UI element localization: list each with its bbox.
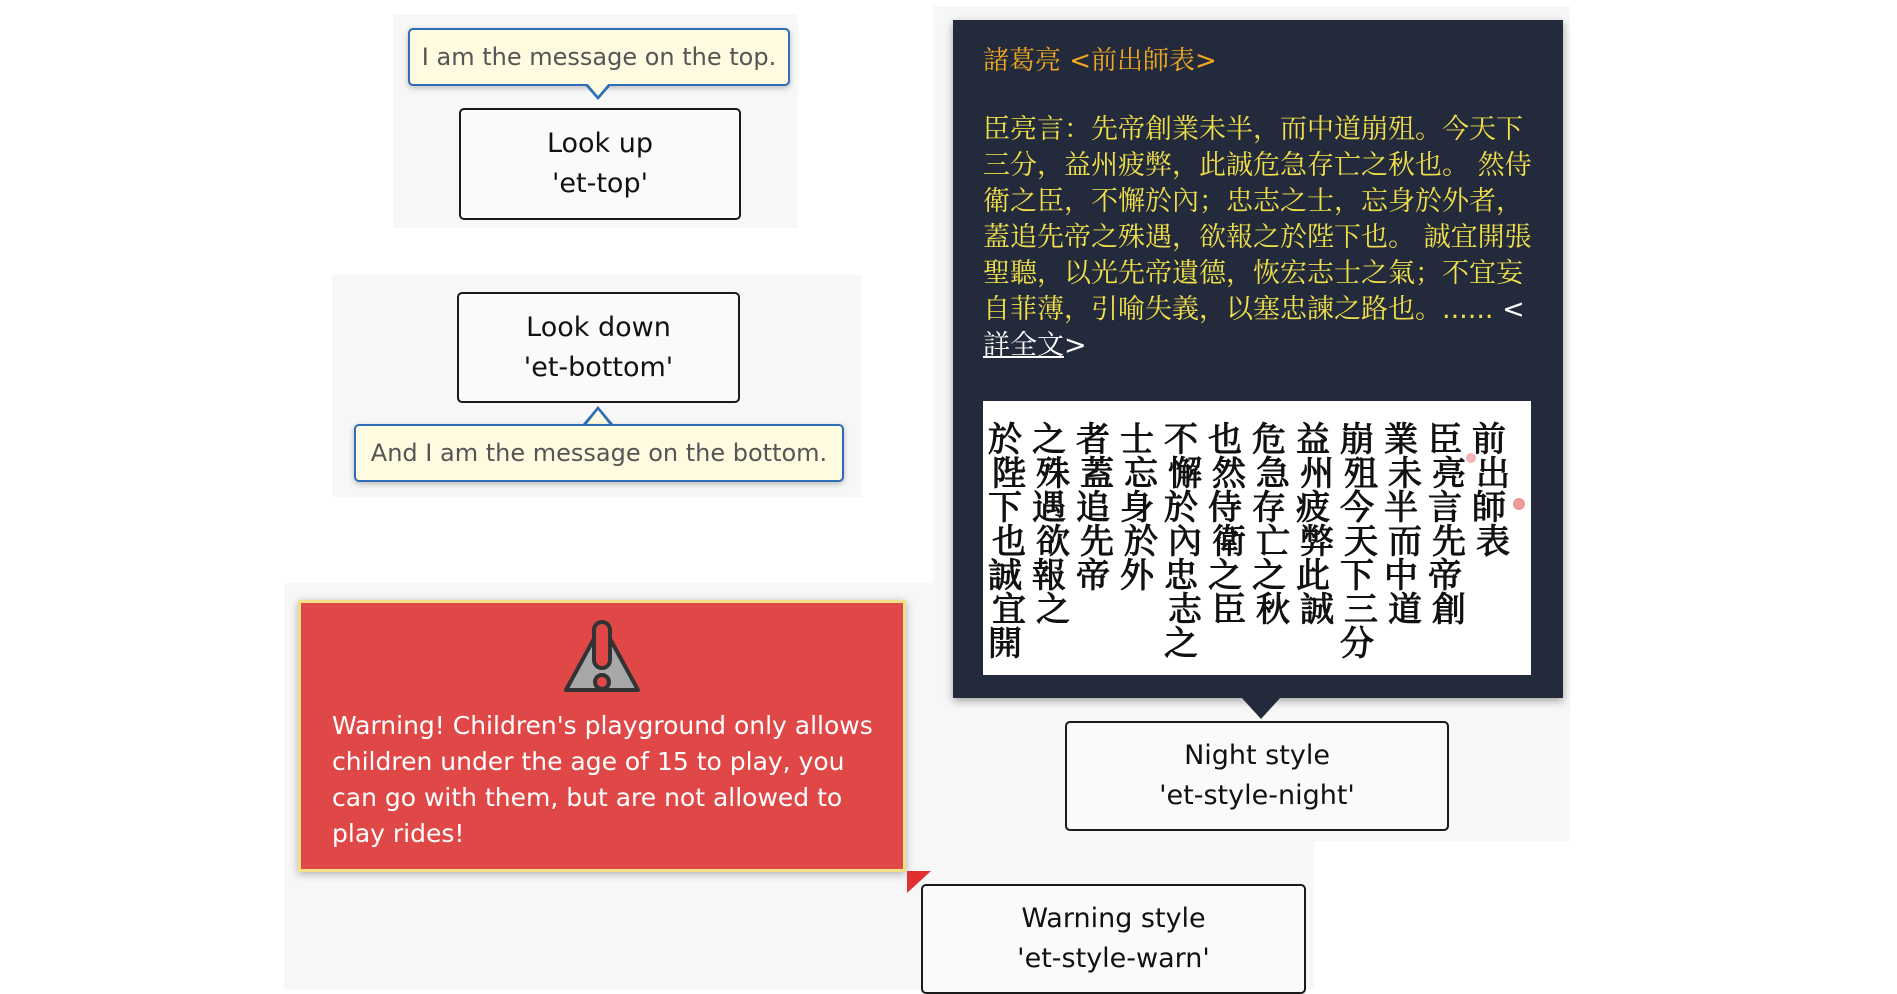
look-down-trigger[interactable] <box>457 292 740 403</box>
top-tooltip <box>408 28 790 86</box>
night-title: 諸葛亮 <前出師表> <box>983 46 1217 76</box>
look-down-label: Look down <box>526 311 671 343</box>
calligraphy-column: 崩殂今天下三分 <box>1340 420 1378 664</box>
night-body-text: 臣亮言：先帝創業未半，而中道崩殂。今天下三分，益州疲弊，此誠危急存亡之秋也。 然侍衛之臣，不懈於內；忠志之士，忘身於外者，蓋追先帝之殊遇，欲報之於陛下也。 誠宜開張聖聽，以光先帝遺德，恢宏志士之氣；不宜妄自菲薄，引喻失義，以塞忠諫之路也。...... <box>983 114 1532 325</box>
look-up-trigger[interactable] <box>459 108 741 220</box>
warning-text: Warning! Children's playground only allows children under the age of 15 to play, you can go with them, but are not allowed to play rides! <box>332 711 873 848</box>
look-up-class: 'et-top' <box>551 168 649 199</box>
calligraphy-column: 危急存亡之秋 <box>1252 420 1290 630</box>
top-tooltip-text: I am the message on the top. <box>421 43 777 71</box>
warning-style-trigger[interactable] <box>921 884 1306 994</box>
read-more-close: > <box>1064 330 1087 361</box>
calligraphy-column: 不懈於內忠志之 <box>1164 420 1202 664</box>
seal-stamp-1 <box>1513 498 1525 510</box>
calligraphy-column: 業未半而中道 <box>1384 420 1422 630</box>
warning-triangle-icon <box>562 616 642 696</box>
read-more-link[interactable]: 詳全文 <box>983 330 1064 361</box>
top-tooltip-arrow-fill <box>587 83 609 96</box>
warning-style-label: Warning style <box>1021 903 1206 934</box>
night-tooltip-arrow <box>1241 697 1281 719</box>
night-style-trigger[interactable] <box>1065 721 1449 831</box>
bottom-tooltip-text: And I am the message on the bottom. <box>370 439 828 467</box>
calligraphy-column: 士忘身於外 <box>1120 420 1158 596</box>
look-down-class: 'et-bottom' <box>523 351 674 383</box>
calligraphy-column: 於陛下也誠宜開 <box>988 420 1026 664</box>
calligraphy-column: 也然侍衛之臣 <box>1208 420 1246 630</box>
look-up-label: Look up <box>546 128 654 159</box>
night-style-label: Night style <box>1184 740 1330 771</box>
bottom-tooltip <box>354 424 844 482</box>
calligraphy-column: 者蓋追先帝 <box>1076 420 1114 596</box>
calligraphy-image <box>983 401 1531 675</box>
night-body <box>983 112 1533 364</box>
calligraphy-svg <box>983 401 1531 675</box>
warning-style-class: 'et-style-warn' <box>1017 943 1210 974</box>
bottom-tooltip-arrow-fill <box>586 410 610 425</box>
calligraphy-column: 之殊遇欲報之 <box>1032 420 1070 630</box>
read-more-open: < <box>1502 294 1525 325</box>
calligraphy-column: 前出師表 <box>1472 420 1510 562</box>
calligraphy-column: 益州疲弊此誠 <box>1296 420 1334 630</box>
night-style-class: 'et-style-night' <box>1159 780 1355 811</box>
calligraphy-column: 臣亮言先帝創 <box>1428 420 1466 630</box>
